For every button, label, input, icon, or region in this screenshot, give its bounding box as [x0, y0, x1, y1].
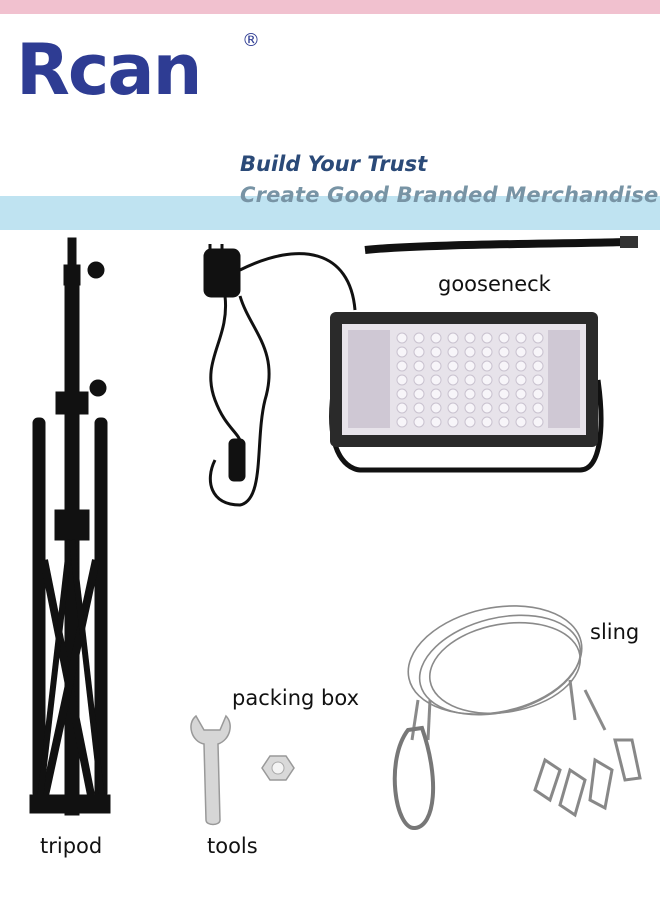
tripod-knob-top [88, 262, 104, 278]
led-cell [482, 403, 492, 413]
led-cell [465, 403, 475, 413]
cable-to-lamp [240, 254, 355, 310]
led-cell [482, 417, 492, 427]
led-cell [465, 361, 475, 371]
led-grid [397, 333, 543, 427]
led-cell [516, 389, 526, 399]
hex-nut-image [262, 756, 294, 780]
led-cell [431, 361, 441, 371]
led-cell [431, 333, 441, 343]
tripod-clamp [56, 392, 88, 414]
led-cell [482, 333, 492, 343]
switch-icon [230, 440, 244, 480]
led-cell [397, 389, 407, 399]
led-cell [448, 375, 458, 385]
led-cell [448, 403, 458, 413]
led-cell [482, 389, 492, 399]
led-cell [533, 347, 543, 357]
led-cell [482, 375, 492, 385]
tripod-base [30, 795, 110, 813]
led-cell [431, 389, 441, 399]
led-cell [499, 403, 509, 413]
logo-text: Rcan [16, 29, 201, 104]
label-tripod: tripod [40, 834, 103, 858]
tripod-head [64, 265, 80, 285]
led-cell [397, 347, 407, 357]
led-cell [414, 403, 424, 413]
led-cell [448, 347, 458, 357]
led-cell [516, 417, 526, 427]
led-cell [499, 375, 509, 385]
label-sling: sling [590, 620, 640, 644]
panel-driver-left [348, 330, 390, 428]
led-cell [431, 417, 441, 427]
led-cell [414, 389, 424, 399]
led-cell [499, 389, 509, 399]
led-cell [516, 403, 526, 413]
gooseneck-image [365, 236, 638, 250]
label-tools: tools [207, 834, 258, 858]
led-cell [482, 347, 492, 357]
led-cell [533, 375, 543, 385]
wrench-image [191, 716, 230, 825]
tripod-image [30, 238, 110, 815]
led-cell [499, 361, 509, 371]
led-cell [465, 417, 475, 427]
carabiner [395, 728, 433, 828]
led-cell [533, 333, 543, 343]
led-cell [414, 333, 424, 343]
led-cell [533, 417, 543, 427]
led-cell [414, 375, 424, 385]
led-cell [397, 333, 407, 343]
led-cell [499, 417, 509, 427]
led-cell [414, 347, 424, 357]
led-cell [448, 361, 458, 371]
led-cell [431, 403, 441, 413]
led-cell [533, 389, 543, 399]
tripod-knob-mid [90, 380, 106, 396]
led-cell [465, 347, 475, 357]
led-cell [397, 361, 407, 371]
led-cell [533, 403, 543, 413]
registered-mark: ® [242, 30, 260, 51]
led-panel-image [330, 312, 601, 470]
label-packing-box: packing box [232, 686, 360, 710]
led-cell [516, 347, 526, 357]
led-cell [448, 389, 458, 399]
led-cell [465, 375, 475, 385]
led-cell [465, 333, 475, 343]
led-cell [397, 403, 407, 413]
tripod-tip [68, 238, 76, 268]
led-cell [516, 333, 526, 343]
led-cell [516, 375, 526, 385]
led-cell [499, 347, 509, 357]
tripod-hub [55, 510, 89, 540]
led-cell [465, 389, 475, 399]
led-cell [448, 417, 458, 427]
led-cell [414, 417, 424, 427]
label-gooseneck: gooseneck [438, 272, 551, 296]
tagline-merchandise: Create Good Branded Merchandise [240, 183, 659, 207]
led-cell [414, 361, 424, 371]
led-cell [499, 333, 509, 343]
led-cell [431, 347, 441, 357]
led-cell [397, 375, 407, 385]
panel-driver-right [548, 330, 580, 428]
led-cell [482, 361, 492, 371]
tripod-leg-left [33, 418, 45, 798]
tagline-build-trust: Build Your Trust [240, 152, 428, 176]
led-cell [431, 375, 441, 385]
led-cell [448, 333, 458, 343]
plug-icon [205, 250, 239, 296]
led-cell [533, 361, 543, 371]
led-cell [516, 361, 526, 371]
led-cell [397, 417, 407, 427]
